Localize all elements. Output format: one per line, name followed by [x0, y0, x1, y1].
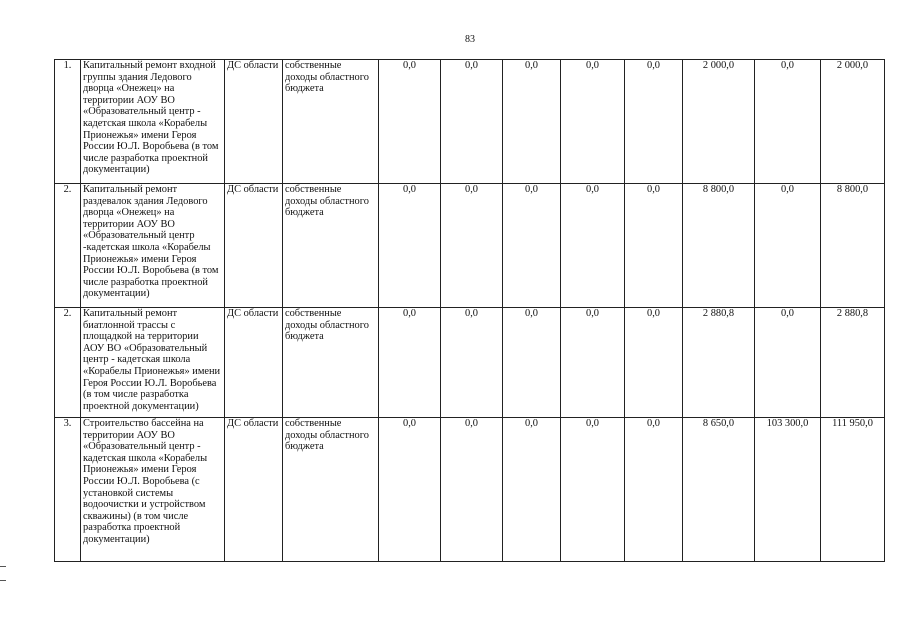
value-cell: 8 650,0	[683, 418, 755, 562]
value-cell: 0,0	[379, 184, 441, 308]
row-number: 2.	[55, 184, 81, 308]
responsible-executor: ДС области	[225, 308, 283, 418]
value-cell: 0,0	[503, 418, 561, 562]
funding-source: собственные доходы областного бюджета	[283, 60, 379, 184]
value-cell: 0,0	[561, 60, 625, 184]
value-cell: 0,0	[503, 184, 561, 308]
total-cell: 2 000,0	[821, 60, 885, 184]
value-cell: 0,0	[755, 60, 821, 184]
event-name: Строительство бассейна на территории АОУ ВО «Образовательный центр - кадетская школа «Корабелы Прионежья» имени Героя России Ю.Л. Воробьева (с установкой системы водоочистки и устройством скважины) (в том числе разработка проектной документации)	[81, 418, 225, 562]
value-cell: 0,0	[625, 60, 683, 184]
value-cell: 0,0	[503, 60, 561, 184]
event-name: Капитальный ремонт раздевалок здания Ледового дворца «Онежец» на территории АОУ ВО «Образовательный центр -кадетская школа «Корабелы Прионежья» имени Героя России Ю.Л. Воробьева (в том числе разработка проектной документации)	[81, 184, 225, 308]
funding-source: собственные доходы областного бюджета	[283, 418, 379, 562]
value-cell: 2 000,0	[683, 60, 755, 184]
total-cell: 111 950,0	[821, 418, 885, 562]
table-row	[55, 60, 885, 184]
value-cell: 8 800,0	[683, 184, 755, 308]
value-cell: 0,0	[625, 418, 683, 562]
total-cell: 2 880,8	[821, 308, 885, 418]
funding-source: собственные доходы областного бюджета	[283, 184, 379, 308]
value-cell: 0,0	[441, 418, 503, 562]
value-cell: 0,0	[755, 184, 821, 308]
value-cell: 0,0	[561, 418, 625, 562]
value-cell: 0,0	[503, 308, 561, 418]
scan-edge-mark	[0, 566, 6, 567]
value-cell: 0,0	[441, 308, 503, 418]
total-cell: 8 800,0	[821, 184, 885, 308]
responsible-executor: ДС области	[225, 60, 283, 184]
value-cell: 0,0	[441, 184, 503, 308]
responsible-executor: ДС области	[225, 418, 283, 562]
value-cell: 0,0	[379, 418, 441, 562]
value-cell: 0,0	[379, 60, 441, 184]
value-cell: 0,0	[625, 184, 683, 308]
value-cell: 2 880,8	[683, 308, 755, 418]
value-cell: 0,0	[755, 308, 821, 418]
event-name: Капитальный ремонт биатлонной трассы с площадкой на территории АОУ ВО «Образовательный центр - кадетская школа «Корабелы Прионежья» имени Героя России Ю.Л. Воробьева (в том числе разработка проектной документации)	[81, 308, 225, 418]
value-cell: 0,0	[379, 308, 441, 418]
table-row	[55, 308, 885, 418]
value-cell: 0,0	[625, 308, 683, 418]
value-cell: 0,0	[561, 184, 625, 308]
budget-table	[54, 59, 885, 562]
value-cell: 103 300,0	[755, 418, 821, 562]
table-row	[55, 184, 885, 308]
value-cell: 0,0	[561, 308, 625, 418]
funding-source: собственные доходы областного бюджета	[283, 308, 379, 418]
responsible-executor: ДС области	[225, 184, 283, 308]
value-cell: 0,0	[441, 60, 503, 184]
row-number: 1.	[55, 60, 81, 184]
row-number: 2.	[55, 308, 81, 418]
table-row	[55, 418, 885, 562]
event-name: Капитальный ремонт входной группы здания Ледового дворца «Онежец» на территории АОУ ВО «Образовательный центр - кадетская школа «Корабелы Прионежья» имени Героя России Ю.Л. Воробьева (в том числе разработка проектной документации)	[81, 60, 225, 184]
page-number: 83	[465, 34, 475, 45]
scan-edge-mark	[0, 580, 6, 581]
row-number: 3.	[55, 418, 81, 562]
